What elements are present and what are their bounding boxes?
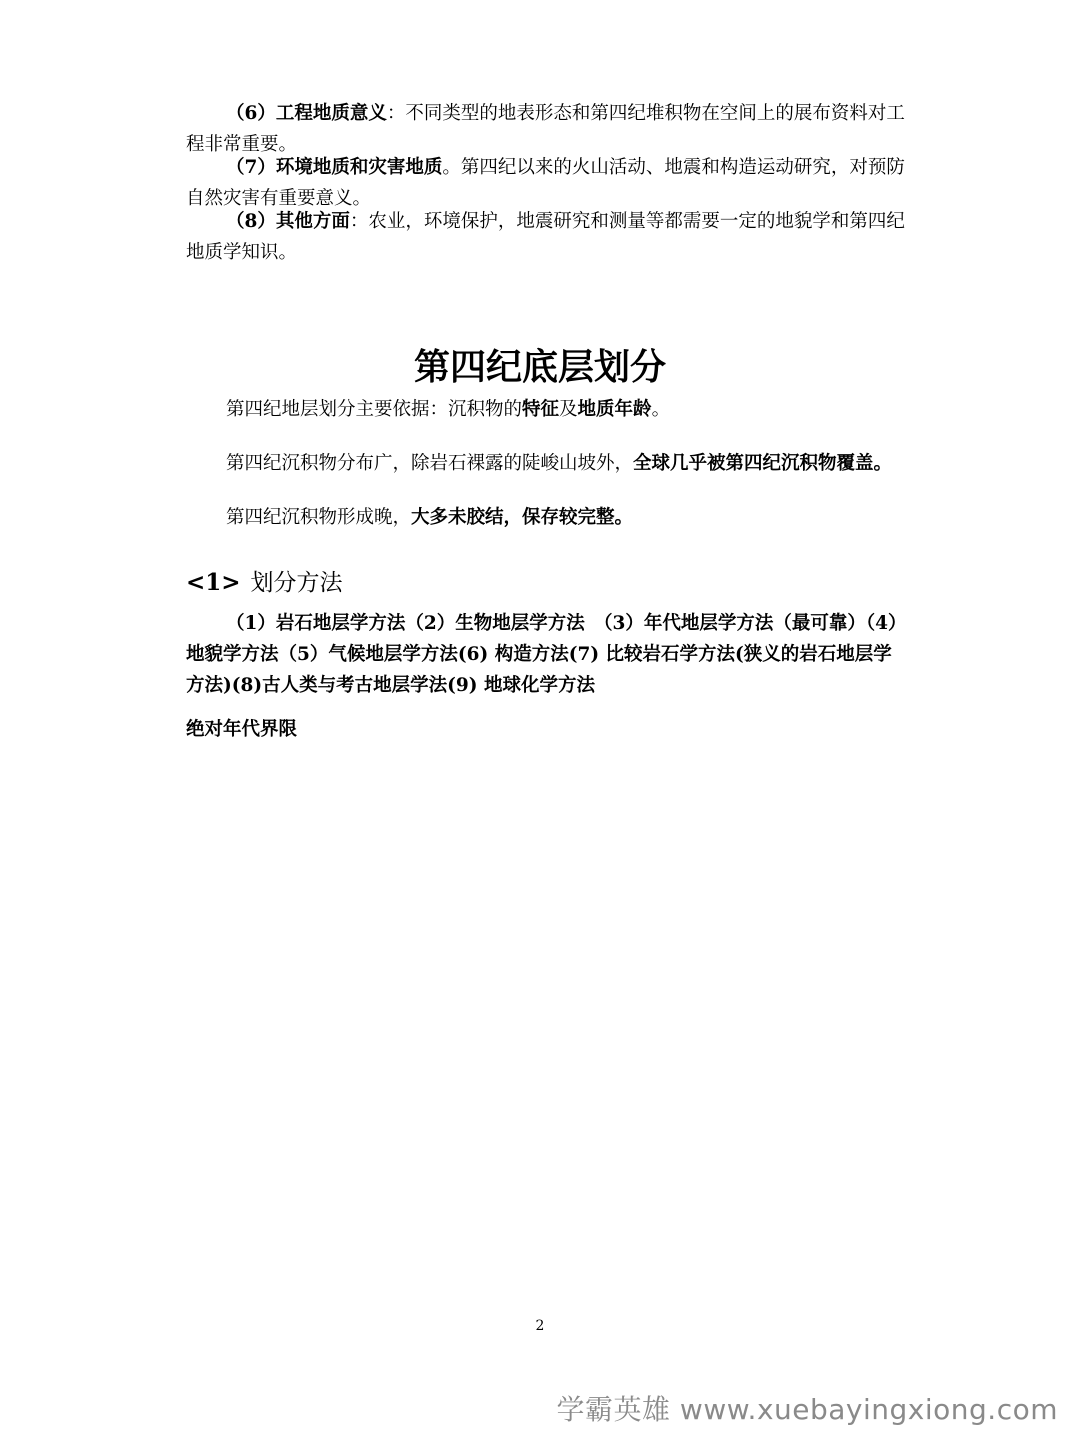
item-7-paragraph xyxy=(186,152,906,214)
item-7-number: （7） xyxy=(226,157,276,178)
item-6-text: 不同类型的地表形态和第四纪堆积物在空间上的展布资料对工程非常重要。 xyxy=(186,103,905,155)
distribution-bold: 全球几乎被第四纪沉积物覆盖。 xyxy=(633,453,893,474)
item-8-separator: ： xyxy=(349,211,369,232)
basis-end: 。 xyxy=(651,399,671,420)
formation-bold: 大多未胶结，保存较完整。 xyxy=(411,507,634,528)
item-8-paragraph xyxy=(186,206,906,268)
absolute-boundary-heading: 绝对年代界限 xyxy=(186,719,298,740)
methods-heading-text: 划分方法 xyxy=(250,570,343,596)
methods-list: （1）岩石地层学方法（2）生物地层学方法 （3）年代地层学方法（最可靠）（4）地貌学方法（5）气候地层学方法(6) 构造方法(7) 比较岩石学方法(狭义的岩石地层学方法)(8)古人类与考古地层学法(9) 地球化学方法 xyxy=(186,613,898,696)
distribution-plain: 第四纪沉积物分布广，除岩石裸露的陡峻山坡外， xyxy=(226,453,634,474)
methods-heading-number: <1> xyxy=(186,569,241,596)
item-8-number: （8） xyxy=(226,211,276,232)
formation-plain: 第四纪沉积物形成晚， xyxy=(226,507,412,528)
basis-prefix: 第四纪地层划分主要依据：沉积物的 xyxy=(226,399,523,420)
site-watermark: 学霸英雄 www.xuebayingxiong.com xyxy=(556,1393,1058,1426)
distribution-paragraph xyxy=(186,448,906,479)
item-6-heading: 工程地质意义 xyxy=(275,103,387,124)
item-7-separator: 。 xyxy=(442,157,461,178)
basis-mid: 及 xyxy=(559,399,578,420)
item-6-paragraph xyxy=(186,98,906,160)
item-6-separator: ： xyxy=(386,103,406,124)
basis-bold-1: 特征 xyxy=(522,399,560,420)
basis-paragraph xyxy=(186,394,906,425)
section-title: 第四纪底层划分 xyxy=(413,347,666,388)
item-6-number: （6） xyxy=(226,103,276,124)
item-7-heading: 环境地质和灾害地质 xyxy=(275,157,443,178)
item-8-heading: 其他方面 xyxy=(275,211,350,232)
item-7-text: 第四纪以来的火山活动、地震和构造运动研究，对预防自然灾害有重要意义。 xyxy=(186,157,905,209)
formation-paragraph xyxy=(186,502,906,533)
item-8-text: 农业，环境保护，地震研究和测量等都需要一定的地貌学和第四纪地质学知识。 xyxy=(186,211,905,263)
basis-bold-2: 地质年龄 xyxy=(577,399,652,420)
methods-heading xyxy=(186,565,343,601)
page-number: 2 xyxy=(535,1318,545,1334)
